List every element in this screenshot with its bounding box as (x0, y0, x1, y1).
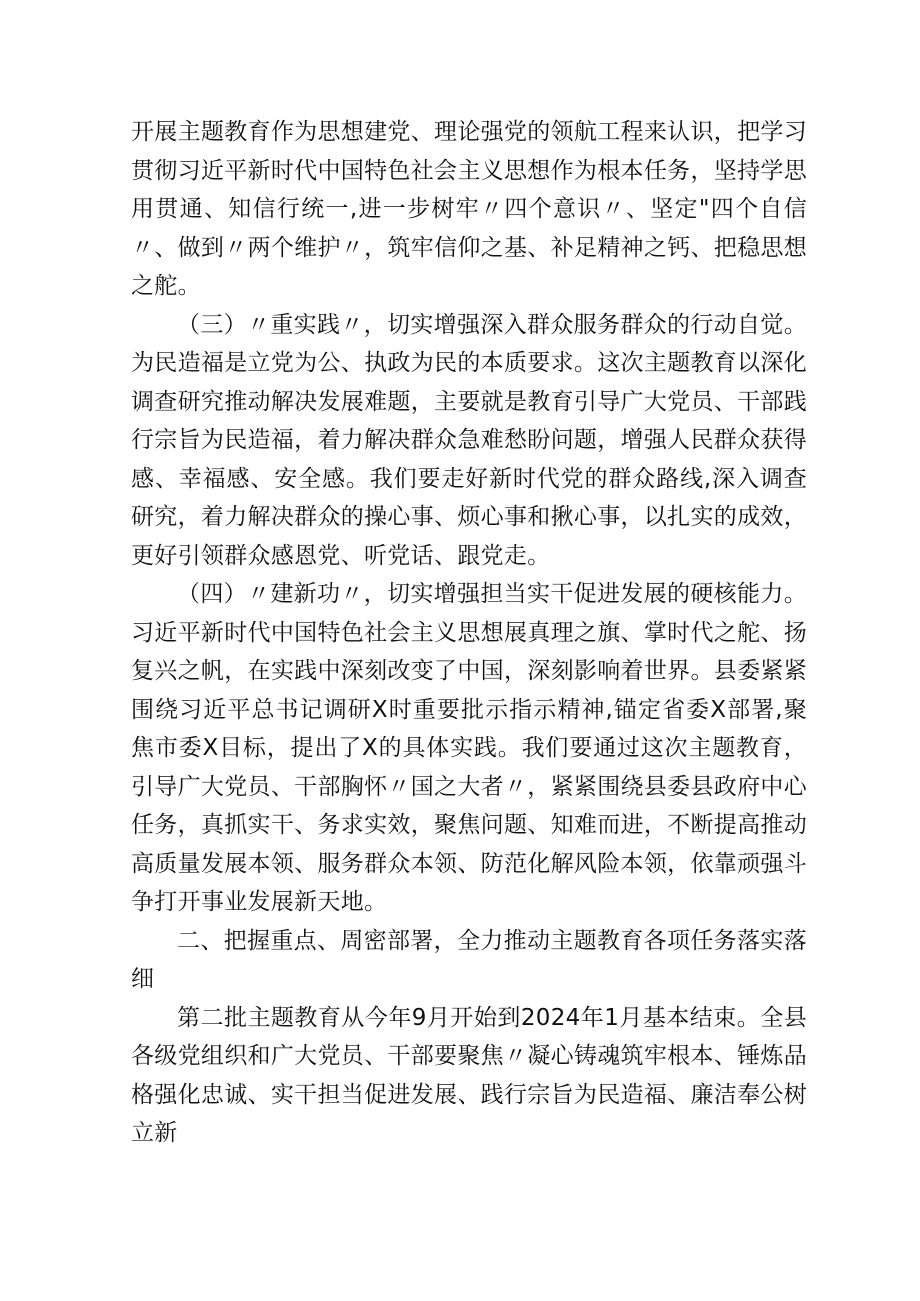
paragraph-second-batch: 第二批主题教育从今年9月开始到2024年1月基本结束。全县各级党组织和广大党员、干部要聚焦〃凝心铸魂筑牢根本、锤炼品格强化忠诚、实干担当促进发展、践行宗旨为民造福、廉洁奉公树立新 (131, 1004, 807, 1146)
paragraph-section-three: （三）〃重实践〃，切实增强深入群众服务群众的行动自觉。为民造福是立党为公、执政为民的本质要求。这次主题教育以深化调查研究推动解决发展难题，主要就是教育引导广大党员、干部践行宗旨为民造福，着力解决群众急难愁盼问题，增强人民群众获得感、幸福感、安全感。我们要走好新时代党的群众路线,深入调查研究，着力解决群众的操心事、烦心事和揪心事，以扎实的成效，更好引领群众感恩党、听党话、跟党走。 (131, 311, 807, 569)
paragraph-section-four: （四）〃建新功〃，切实增强担当实干促进发展的硬核能力。习近平新时代中国特色社会主义思想展真理之旗、掌时代之舵、扬复兴之帆，在实践中深刻改变了中国，深刻影响着世界。县委紧紧围绕习近平总书记调研X时重要批示指示精神,锚定省委X部署,聚焦市委X目标，提出了X的具体实践。我们要通过这次主题教育，引导广大党员、干部胸怀〃国之大者〃，紧紧围绕县委县政府中心任务，真抓实干、务求实效，聚焦问题、知难而进，不断提高推动高质量发展本领、服务群众本领、防范化解风险本领，依靠顽强斗争打开事业发展新天地。 (131, 581, 807, 915)
paragraph-continuation: 开展主题教育作为思想建党、理论强党的领航工程来认识，把学习贯彻习近平新时代中国特色社会主义思想作为根本任务，坚持学思用贯通、知信行统一,进一步树牢〃四个意识〃、坚定"四个自信〃、做到〃两个维护〃，筑牢信仰之基、补足精神之钙、把稳思想之舵。 (131, 119, 807, 299)
section-heading-two: 二、把握重点、周密部署，全力推动主题教育各项任务落实落细 (131, 927, 807, 992)
document-page (131, 113, 807, 1153)
